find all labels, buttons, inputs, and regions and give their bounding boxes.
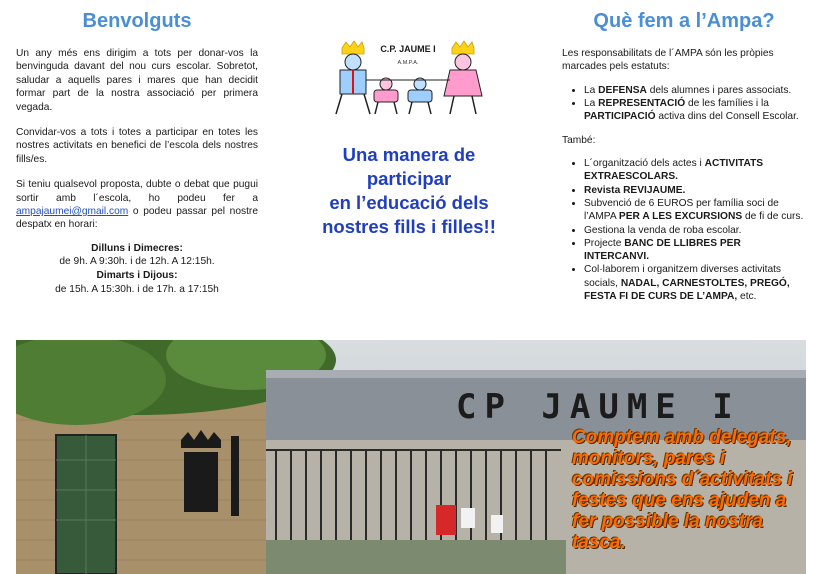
logo-subtitle: A.M.P.A. xyxy=(397,60,419,66)
list-item: • Projecte BANC DE LLIBRES PER INTERCANVI. xyxy=(584,237,806,264)
email-link[interactable]: ampajaumei@gmail.com xyxy=(16,206,129,218)
welcome-title: Benvolguts xyxy=(82,10,192,32)
logo-title: C.P. JAUME I xyxy=(380,44,436,54)
promo-text: Comptem amb delegats, monitors, pares i comissions d´activitats i festes que ens ajuden a fer possible la nostra tasca. xyxy=(572,427,793,553)
list-item: • La DEFENSA dels alumnes i pares associats. xyxy=(584,84,806,97)
welcome-paragraph-1: Un any més ens dirigim a tots per donar-vos la benvinguda davant del nou curs escolar. Sobretot, saludar a aquells pares i mares que han decidit formar part de la nostra associació per primera vegada. xyxy=(16,48,258,113)
ampa-logo xyxy=(320,40,500,120)
activities-intro: Les responsabilitats de l´AMPA són les pròpies marcades pels estatuts: xyxy=(562,48,774,73)
hours-days-2: Dimarts i Dijous: xyxy=(96,270,178,282)
slogan-line-2: participar xyxy=(366,168,452,189)
hours-times-2: de 15h. A 15:30h. i de 17h. a 17:15h xyxy=(55,283,219,295)
activities-title: Què fem a l’Ampa? xyxy=(593,10,775,32)
responsibilities-list xyxy=(562,84,806,124)
hours-times-1: de 9h. A 9:30h. i de 12h. A 12:15h. xyxy=(59,256,215,268)
slogan xyxy=(296,143,522,239)
also-label: També: xyxy=(562,134,596,146)
school-entrance-photo xyxy=(16,340,806,574)
hours-days-1: Dilluns i Dimecres: xyxy=(91,242,183,254)
photo-sign-text: CP JAUME I xyxy=(456,387,741,427)
welcome-column xyxy=(16,0,258,296)
office-hours xyxy=(16,242,258,296)
activities-list xyxy=(562,157,806,303)
list-item: • Gestiona la venda de roba escolar. xyxy=(584,224,806,237)
slogan-line-1: Una manera de xyxy=(342,144,476,165)
list-item: • L´organització dels actes i ACTIVITATS EXTRAESCOLARS. xyxy=(584,157,806,184)
list-item: • Subvenció de 6 EUROS per família soci de l’AMPA PER A LES EXCURSIONS de fi de curs. xyxy=(584,197,806,224)
list-item: • Col·laborem i organitzem diverses activitats socials, NADAL, CARNESTOLTES, PREGÓ, FESTA FI DE CURS DE L’AMPA, etc. xyxy=(584,263,806,303)
slogan-line-3: en l’educació dels xyxy=(329,192,489,213)
slogan-line-4: nostres fills i filles!! xyxy=(322,216,496,237)
welcome-paragraph-3: Si teniu qualsevol proposta, dubte o debat que pugui sortir amb l´escola, ho podeu fer a ampajaumei@gmail.com o podeu passar pel nostre despatx en horari: xyxy=(16,179,258,231)
list-item: • Revista REVIJAUME. xyxy=(584,184,806,197)
welcome-paragraph-2: Convidar-vos a tots i totes a participar en totes les nostres activitats en benefici de l’escola dels nostres fills/es. xyxy=(16,127,258,165)
list-item: • La REPRESENTACIÓ de les famílies i la PARTICIPACIÓ activa dins del Consell Escolar. xyxy=(584,97,806,124)
activities-column xyxy=(562,0,806,313)
